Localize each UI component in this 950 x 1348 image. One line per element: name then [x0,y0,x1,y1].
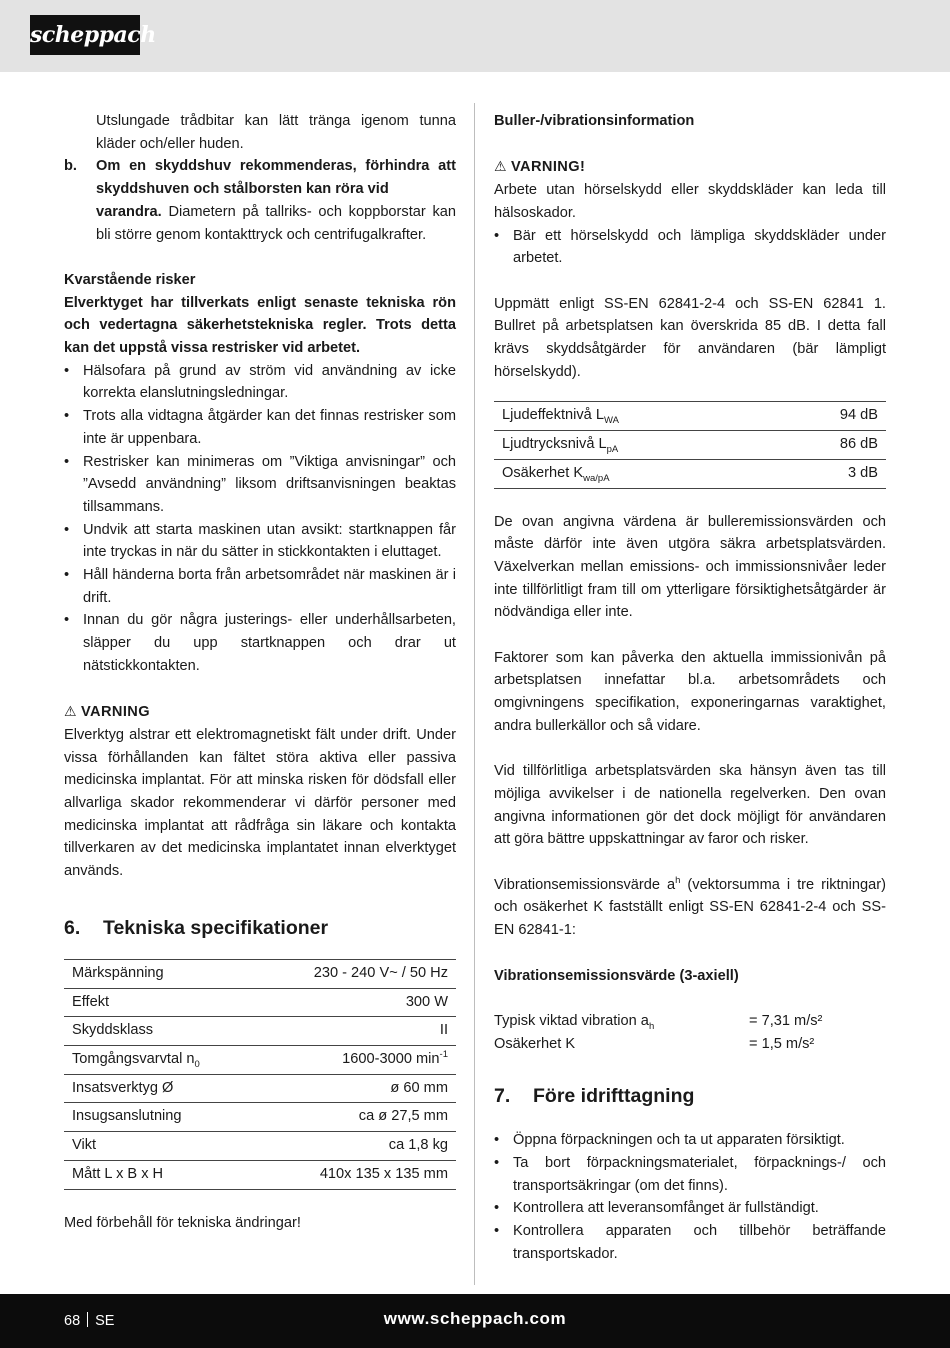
list-item: • Ta bort förpackningsmaterialet, förpacknings-/ och transportsäkringar (om det finns). [494,1152,886,1197]
emf-warning-text: Elverktyg alstrar ett elektromagnetiskt fält under drift. Under vissa förhållanden kan fältet störa aktiva eller passiva medicinska implantat. För att minska risken för dödsfall eller allvarliga skador rekommenderar vi därför personer med medicinska implantat att rådfråga sin läkare och kontakta tillverkaren av det medicinska implantatet innan elverktyget används. [64,726,456,880]
spec-label: Insatsverktyg Ø [64,1074,256,1103]
noise-label-cell [494,459,773,488]
item-b-mark: b. [64,158,77,175]
table-row [494,402,886,431]
warning-triangle-icon: ⚠ [64,703,77,720]
spec-label: Vikt [64,1132,256,1161]
right-column [494,110,886,1266]
noise-label: Ljudeffektnivå L [502,407,604,424]
residual-risks-intro: Elverktyget har tillverkats enligt senaste tekniska rön och vedertagna säkerhetstekniska regler. Trots detta kan det uppstå vissa restrisker vid arbetet. [64,294,456,357]
section-7-title: Före idrifttagning [533,1085,695,1108]
footer-url: www.scheppach.com [383,1309,567,1328]
page-header [0,0,950,72]
noise-label-sub: WA [603,415,619,427]
item-b-bold2: varandra. [96,203,162,220]
noise-label-sub: wa/pA [583,472,610,484]
column-divider [474,103,475,1285]
page-footer [0,1294,950,1348]
tech-spec-table [64,959,456,1190]
noise-label-cell [494,402,773,431]
list-item: • Undvik att starta maskinen utan avsikt: startknappen får inte tryckas in när du sätter in stickkontakten i eluttaget. [64,519,456,564]
left-column [64,110,456,1234]
table-row [64,988,456,1017]
list-item: • Öppna förpackningen och ta ut apparaten försiktigt. [494,1129,886,1152]
emf-warning-title: VARNING [80,704,150,721]
table-row [64,959,456,988]
vibration-label-cell [494,1010,749,1033]
list-item: • Kontrollera apparaten och tillbehör beträffande transportskador. [494,1220,886,1265]
warning-triangle-icon: ⚠ [494,158,507,175]
list-item: • Kontrollera att leveransomfånget är fullständigt. [494,1197,886,1220]
spec-value-sup: -1 [439,1049,448,1061]
spec-value: ca ø 27,5 mm [256,1103,456,1132]
spec-value: 300 W [256,988,456,1017]
noise-warning-list [494,225,886,270]
vib-text-sup: h [675,874,681,886]
residual-risks-title: Kvarstående risker [64,271,196,288]
spec-value: ca 1,8 kg [256,1132,456,1161]
table-row [64,1017,456,1046]
item-b [64,155,456,200]
spec-value: II [256,1017,456,1046]
measured-text: Uppmätt enligt SS-EN 62841-2-4 och SS-EN 62841 1. Bullret på arbetsplatsen kan överskrida 85 dB. I detta fall krävs skyddsåtgärder för användaren (bär lämpligt hörselskydd). [494,295,886,380]
list-item: • Bär ett hörselskydd och lämpliga skyddskläder under arbetet. [494,225,886,270]
spec-label: Märkspänning [64,959,256,988]
table-row [64,1132,456,1161]
list-item: • Håll händerna borta från arbetsområdet när maskinen är i drift. [64,564,456,609]
table-row [494,459,886,488]
spec-value: 230 - 240 V~ / 50 Hz [256,959,456,988]
noise-value: 94 dB [773,402,886,431]
vibration-label: Osäkerhet K [494,1035,576,1052]
list-item: • Restrisker kan minimeras om ”Viktiga anvisningar” och ”Avsedd användning” liksom driftsanvisningen beaktas tillsammans. [64,451,456,519]
item-b-rest: Diametern på tallriks- och koppborstar kan bli större genom kontakttryck och centrifugalkrafter. [96,203,456,243]
noise-label: Osäkerhet K [502,464,584,481]
vibration-title: Vibrationsemissionsvärde (3-axiell) [494,967,739,984]
intro-continuation: Utslungade trådbitar kan lätt tränga igenom tunna kläder och/eller huden. [96,113,456,152]
scheppach-logo: scheppach [30,15,140,55]
vibration-label-sub: h [648,1020,655,1032]
spec-value: 1600-3000 min [342,1050,440,1067]
vibration-value: = 1,5 m/s² [749,1035,815,1052]
language-code: SE [95,1313,115,1329]
item-b-text [64,201,456,246]
section-6-heading [64,915,456,941]
vibration-row [494,1033,886,1056]
noise-label: Ljudtrycksnivå L [502,436,607,453]
table-row [64,1160,456,1189]
section-6-title: Tekniska specifikationer [103,916,329,939]
emf-warning-heading [64,700,456,724]
table-row [494,431,886,460]
spec-label: Insugsanslutning [64,1103,256,1132]
paragraph-vibration [494,874,886,942]
noise-value: 86 dB [773,431,886,460]
table-row [64,1045,456,1074]
reservation-note: Med förbehåll för tekniska ändringar! [64,1214,301,1231]
vibration-row [494,1010,886,1033]
vib-text-b: (vektorsumma i tre riktningar) och osäkerhet K fastställt enligt SS-EN 62841-2-4 och SS-EN 62841-1: [494,876,886,939]
noise-label-cell [494,431,773,460]
spec-label: Tomgångsvarvtal n [72,1050,195,1067]
noise-table [494,401,886,488]
noise-title: Buller-/vibrationsinformation [494,113,695,129]
list-item: • Trots alla vidtagna åtgärder kan det finnas restrisker som inte är uppenbara. [64,405,456,450]
section-7-list [494,1129,886,1265]
noise-value: 3 dB [773,459,886,488]
vibration-value: = 7,31 m/s² [749,1012,823,1029]
spec-value: 410x 135 x 135 mm [256,1160,456,1189]
vib-text-a: Vibrationsemissionsvärde a [494,876,676,893]
noise-warning-heading [494,155,886,179]
noise-warning-text: Arbete utan hörselskydd eller skyddskläder kan leda till hälsoskador. [494,182,886,221]
spec-label: Effekt [64,988,256,1017]
paragraph-factors: Faktorer som kan påverka den aktuella immissionivån på arbetsplatsen innefattar bl.a. arbetsområdets och omgivningens specifikation, exponeringarnas varaktighet, andra bullerkällor och så vidare. [494,649,886,734]
section-7-heading [494,1083,886,1109]
noise-label-sub: pA [606,444,619,456]
page-number: 68 [64,1313,81,1329]
vibration-label: Typisk viktad vibration a [494,1012,649,1029]
spec-value: ø 60 mm [256,1074,456,1103]
paragraph-emission: De ovan angivna värdena är bulleremissionsvärden och måste därför inte även utgöra säkra arbetsplatsvärden. Växelverkan mellan emissions- och immissionsnivåer leder inte tillförlitligt fram till om ytterligare försiktighetsåtgärder är nödvändiga eller inte. [494,513,886,621]
section-7-number: 7. [494,1085,511,1108]
spec-label-sub: 0 [194,1058,200,1070]
table-row [64,1103,456,1132]
section-6-number: 6. [64,916,81,939]
noise-warning-title: VARNING! [510,159,586,176]
spec-label-cell [64,1045,256,1074]
spec-label: Skyddsklass [64,1017,256,1046]
spec-value-cell [256,1045,456,1074]
residual-risks-list [64,360,456,678]
item-b-bold: Om en skyddshuv rekommenderas, förhindra att skyddshuven och stålborsten kan röra vid [96,158,456,198]
list-item: • Hälsofara på grund av ström vid användning av icke korrekta elanslutningsledningar. [64,360,456,405]
list-item: • Innan du gör några justerings- eller underhållsarbeten, släpper du upp startknappen och drar ut nätstickkontakten. [64,609,456,677]
paragraph-workplace: Vid tillförlitliga arbetsplatsvärden ska hänsyn även tas till möjliga avvikelser i de nationella regelverken. Den ovan angivna informationen gör det dock möjligt för användaren att göra bättre uppskattningar av faror och risker. [494,763,886,848]
table-row [64,1074,456,1103]
spec-label: Mått L x B x H [64,1160,256,1189]
